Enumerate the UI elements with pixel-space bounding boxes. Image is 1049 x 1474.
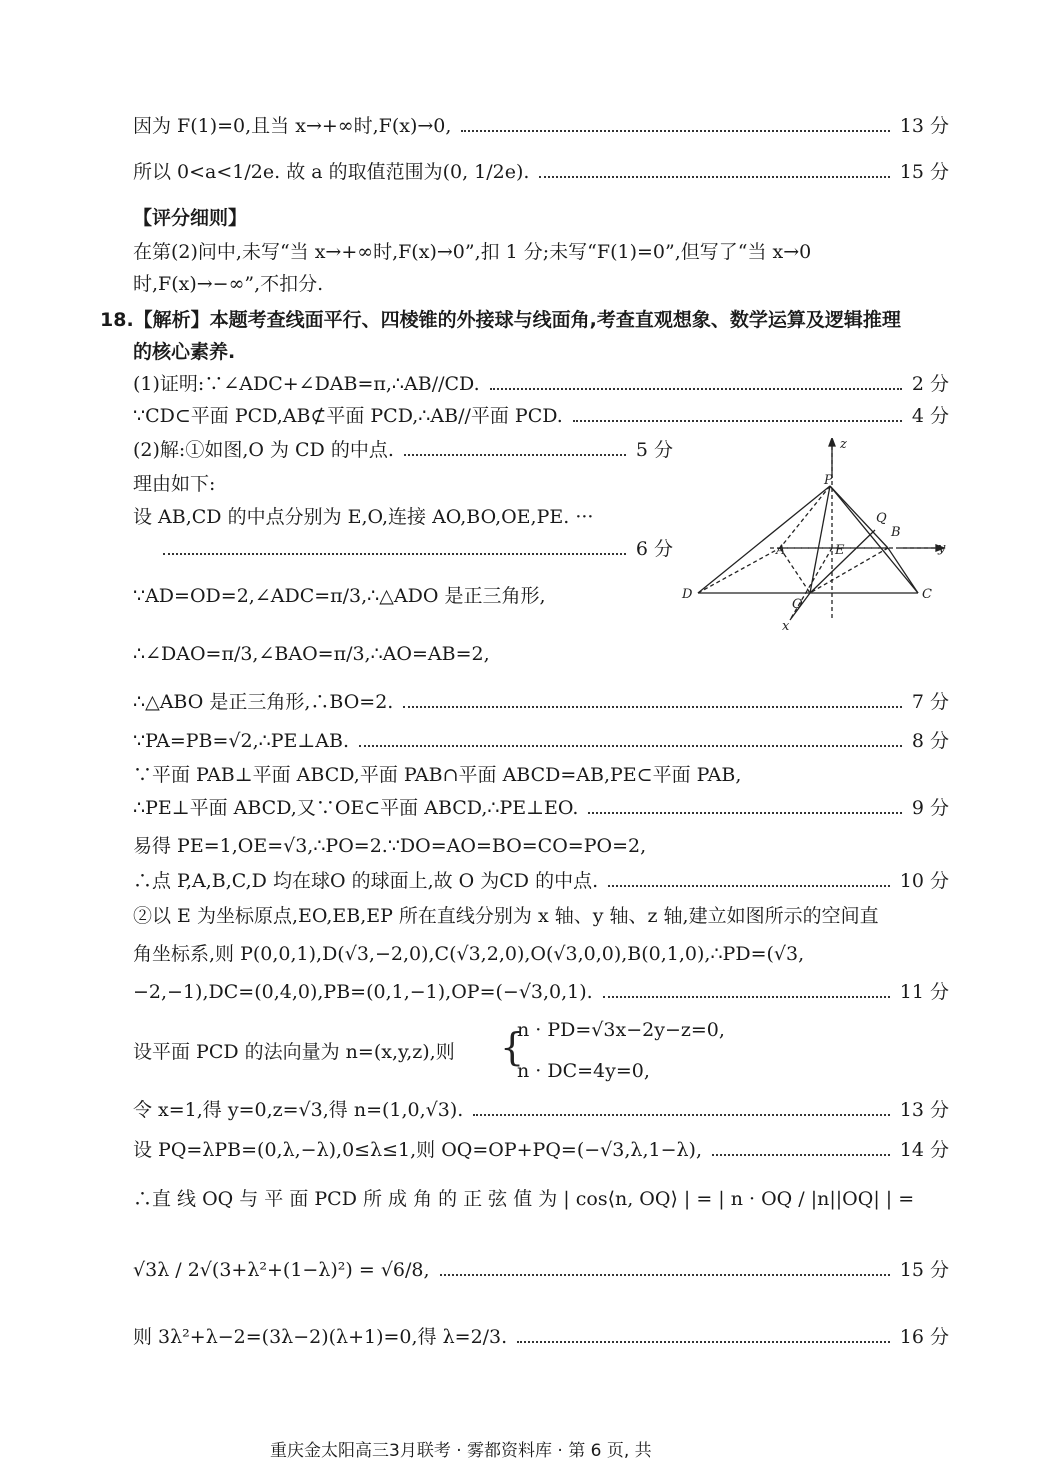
label-y: y xyxy=(938,541,946,556)
score-line-13b xyxy=(133,1096,949,1124)
leader-dots xyxy=(440,1274,890,1276)
leader-dots xyxy=(517,1341,890,1343)
leader-dots xyxy=(712,1154,890,1156)
score-label: 9 分 xyxy=(911,797,949,819)
label-C: C xyxy=(922,587,932,602)
score-label: 14 分 xyxy=(899,1139,949,1161)
score-label: 8 分 xyxy=(911,730,949,752)
line-text: 设 PQ=λPB=(0,λ,−λ),0≤λ≤1,则 OQ=OP+PQ=(−√3,λ,1−λ), xyxy=(133,1139,702,1161)
score-line-7 xyxy=(133,688,949,716)
reason-line: 理由如下: xyxy=(133,473,216,495)
label-P: P xyxy=(824,473,833,488)
score-line-4 xyxy=(133,402,949,430)
edge-PD xyxy=(698,486,830,593)
equilateral-line: ∵AD=OD=2,∠ADC=π/3,∴△ADO 是正三角形, xyxy=(133,585,546,607)
grading-line-2: 时,F(x)→−∞”,不扣分. xyxy=(133,273,324,295)
score-label: 16 分 xyxy=(899,1326,949,1348)
pyramid-figure xyxy=(670,438,970,638)
line-text: ∴PE⊥平面 ABCD,又∵OE⊂平面 ABCD,∴PE⊥EO. xyxy=(133,797,579,819)
line-text: (1)证明:∵∠ADC+∠DAB=π,∴AB//CD. xyxy=(133,373,480,395)
leader-dots xyxy=(403,706,902,708)
sine-line: ∴直 线 OQ 与 平 面 PCD 所 成 角 的 正 弦 值 为 | cos⟨n, OQ⟩ | = | n · OQ / |n||OQ| | = xyxy=(133,1188,915,1210)
score-label: 4 分 xyxy=(911,405,949,427)
label-A: A xyxy=(776,543,786,558)
score-line-15a xyxy=(133,158,949,186)
score-line-11 xyxy=(133,978,949,1006)
leader-dots xyxy=(473,1114,889,1116)
score-line-8 xyxy=(133,727,949,755)
score-label: 2 分 xyxy=(911,373,949,395)
easy-line: 易得 PE=1,OE=√3,∴PO=2.∵DO=AO=BO=CO=PO=2, xyxy=(133,835,647,857)
leader-dots xyxy=(490,388,902,390)
z-arrow xyxy=(829,438,835,446)
label-x: x xyxy=(782,619,790,634)
line-text: 所以 0<a<1/2e. 故 a 的取值范围为(0, 1/2e). xyxy=(133,161,530,183)
line-text: (2)解:①如图,O 为 CD 的中点. xyxy=(133,439,394,461)
leader-dots xyxy=(404,454,626,456)
normal-vector-intro: 设平面 PCD 的法向量为 n=(x,y,z),则 xyxy=(133,1041,455,1063)
label-D: D xyxy=(682,587,693,602)
edge-PC xyxy=(830,486,918,593)
leader-dots xyxy=(359,745,902,747)
leader-dots xyxy=(588,812,901,814)
score-label: 13 分 xyxy=(899,115,949,137)
score-label: 7 分 xyxy=(911,691,949,713)
score-line-6 xyxy=(163,535,673,563)
label-Q: Q xyxy=(876,511,887,526)
line-text: 则 3λ²+λ−2=(3λ−2)(λ+1)=0,得 λ=2/3. xyxy=(133,1326,508,1348)
line-text: ∵PA=PB=√2,∴PE⊥AB. xyxy=(133,730,350,752)
label-B: B xyxy=(891,525,901,540)
label-E: E xyxy=(835,543,845,558)
score-line-13 xyxy=(133,112,949,140)
score-label: 11 分 xyxy=(899,981,949,1003)
leader-dots xyxy=(573,420,902,422)
line-text: √3λ / 2√(3+λ²+(1−λ)²) = √6/8, xyxy=(133,1259,430,1281)
normal-eq-2: n · DC=4y=0, xyxy=(517,1060,650,1082)
normal-eq-1: n · PD=√3x−2y−z=0, xyxy=(517,1019,725,1041)
score-label: 5 分 xyxy=(635,439,673,461)
page-footer: 重庆金太阳高三3月联考 · 雾都资料库 · 第 6 页, 共 xyxy=(270,1441,652,1461)
score-label: 15 分 xyxy=(899,161,949,183)
brace: { xyxy=(500,1025,525,1069)
score-line-9 xyxy=(133,794,949,822)
label-z: z xyxy=(840,438,847,452)
leader-dots xyxy=(461,130,889,132)
leader-dots xyxy=(608,885,890,887)
question-18-header-cont: 的核心素养. xyxy=(133,341,236,363)
grading-header: 【评分细则】 xyxy=(133,207,248,229)
leader-dots xyxy=(163,553,626,555)
question-18-header: 18.【解析】本题考查线面平行、四棱锥的外接球与线面角,考查直观想象、数学运算及逻辑推理 xyxy=(100,309,901,331)
plane-line: ∵平面 PAB⊥平面 ABCD,平面 PAB∩平面 ABCD=AB,PE⊂平面 PAB, xyxy=(133,764,742,786)
score-line-5 xyxy=(133,436,673,464)
line-text: ∴点 P,A,B,C,D 均在球O 的球面上,故 O 为CD 的中点. xyxy=(133,870,599,892)
line-text: 令 x=1,得 y=0,z=√3,得 n=(1,0,√3). xyxy=(133,1099,464,1121)
score-label: 15 分 xyxy=(899,1259,949,1281)
score-line-15 xyxy=(133,1256,949,1284)
line-text: 因为 F(1)=0,且当 x→+∞时,F(x)→0, xyxy=(133,115,452,137)
score-line-2 xyxy=(133,370,949,398)
score-line-16 xyxy=(133,1323,949,1351)
edge-DA xyxy=(698,548,780,593)
leader-dots xyxy=(603,996,890,998)
score-label: 6 分 xyxy=(635,538,673,560)
line-text: −2,−1),DC=(0,4,0),PB=(0,1,−1),OP=(−√3,0,1). xyxy=(133,981,593,1003)
label-O: O xyxy=(792,597,803,612)
grading-line-1: 在第(2)问中,未写“当 x→+∞时,F(x)→0”,扣 1 分;未写“F(1)=0”,但写了“当 x→0 xyxy=(133,241,812,263)
edge-BC xyxy=(888,548,918,593)
score-line-10 xyxy=(133,867,949,895)
score-line-14 xyxy=(133,1136,949,1164)
coord-line-1: ②以 E 为坐标原点,EO,EB,EP 所在直线分别为 x 轴、y 轴、z 轴,建立如图所示的空间直 xyxy=(133,905,879,927)
midpoint-line: 设 AB,CD 的中点分别为 E,O,连接 AO,BO,OE,PE. ··· xyxy=(133,506,594,528)
edge-PA xyxy=(780,486,830,548)
score-label: 13 分 xyxy=(899,1099,949,1121)
angle-line: ∴∠DAO=π/3,∠BAO=π/3,∴AO=AB=2, xyxy=(133,643,490,665)
line-text: ∴△ABO 是正三角形,∴BO=2. xyxy=(133,691,394,713)
coord-line-2: 角坐标系,则 P(0,0,1),D(√3,−2,0),C(√3,2,0),O(√3,0,0),B(0,1,0),∴PD=(√3, xyxy=(133,943,805,965)
line-text: ∵CD⊂平面 PCD,AB⊄平面 PCD,∴AB//平面 PCD. xyxy=(133,405,563,427)
score-label: 10 分 xyxy=(899,870,949,892)
leader-dots xyxy=(539,176,889,178)
